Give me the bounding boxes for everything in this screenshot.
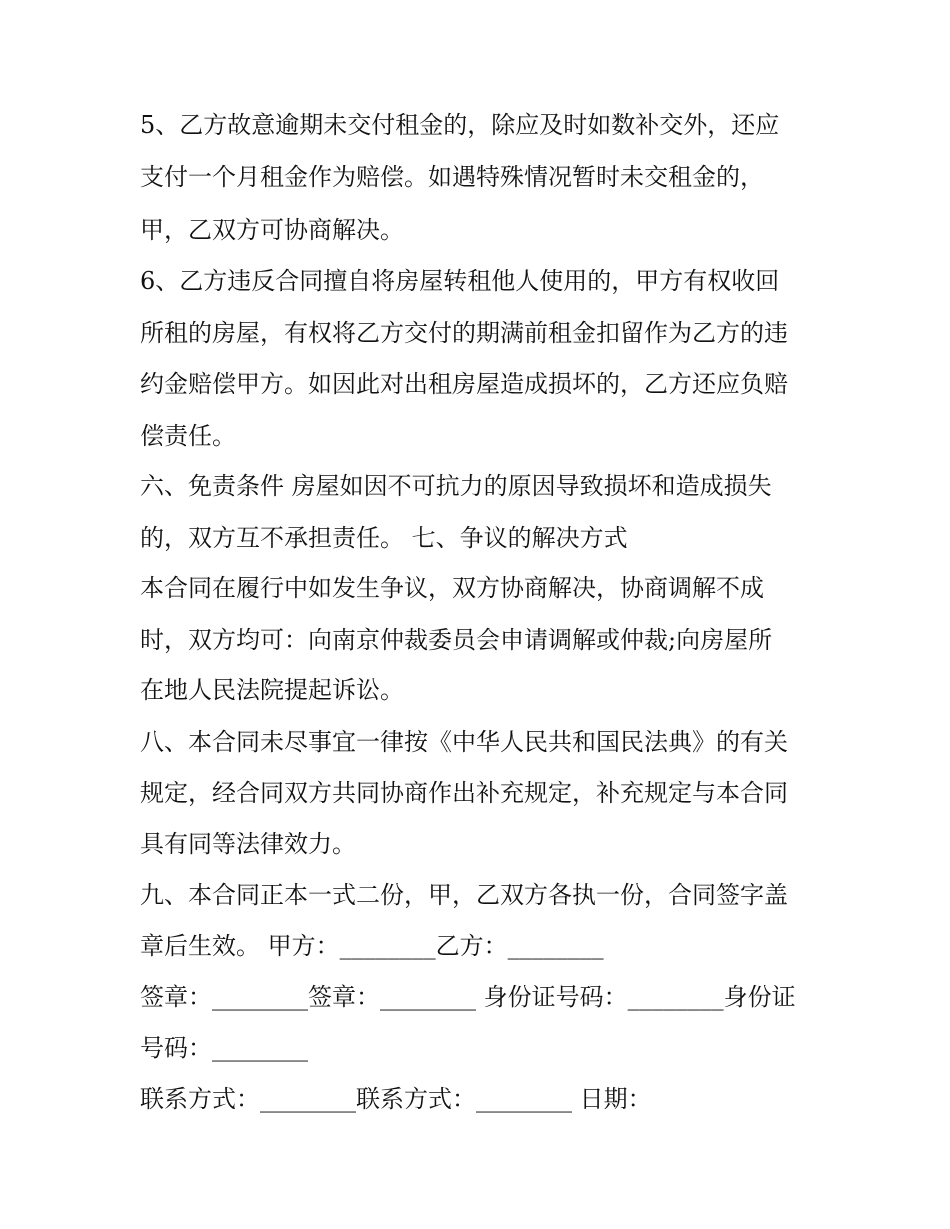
text-line: 章后生效。 甲方：________乙方：________ <box>140 932 604 960</box>
text-line: 约金赔偿甲方。如因此对出租房屋造成损坏的，乙方还应负赔 <box>140 370 788 398</box>
text-line: 甲，乙双方可协商解决。 <box>140 216 404 244</box>
text-line: 所租的房屋，有权将乙方交付的期满前租金扣留作为乙方的违 <box>140 319 788 347</box>
text-line: 5、乙方故意逾期未交付租金的，除应及时如数补交外，还应 <box>140 111 780 139</box>
text-line: 具有同等法律效力。 <box>140 830 356 858</box>
text-line: 八、本合同未尽事宜一律按《中华人民共和国民法典》的有关 <box>140 728 788 756</box>
text-line: 签章：________签章：________ 身份证号码：________身份证 <box>140 983 796 1011</box>
text-line: 本合同在履行中如发生争议，双方协商解决，协商调解不成 <box>140 574 764 602</box>
text-line: 规定，经合同双方共同协商作出补充规定，补充规定与本合同 <box>140 779 788 807</box>
text-line: 号码：________ <box>140 1034 308 1062</box>
text-line: 九、本合同正本一式二份，甲，乙双方各执一份，合同签字盖 <box>140 881 788 909</box>
text-line: 六、免责条件 房屋如因不可抗力的原因导致损坏和造成损失 <box>140 472 772 500</box>
text-line: 6、乙方违反合同擅自将房屋转租他人使用的，甲方有权收回 <box>140 267 780 295</box>
text-line: 偿责任。 <box>140 422 236 450</box>
text-line: 在地人民法院提起诉讼。 <box>140 676 404 704</box>
text-line: 联系方式：________联系方式：________ 日期： <box>140 1085 652 1113</box>
text-line: 时，双方均可：向南京仲裁委员会申请调解或仲裁;向房屋所 <box>140 626 773 654</box>
text-line: 的，双方互不承担责任。 七、争议的解决方式 <box>140 524 628 552</box>
text-line: 支付一个月租金作为赔偿。如遇特殊情况暂时未交租金的， <box>140 163 764 191</box>
